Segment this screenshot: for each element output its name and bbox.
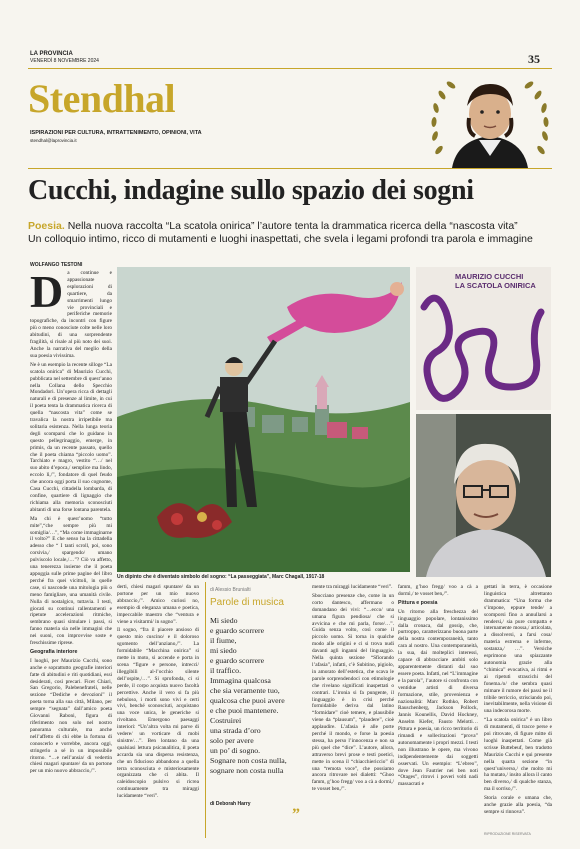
dropcap: D [30, 270, 64, 317]
article-column-5 [484, 584, 552, 830]
sidebar-label: di Alessio Brunialti [210, 587, 251, 593]
article-column-4 [398, 584, 478, 838]
chagall-painting [117, 267, 410, 572]
deck-line-1: Nella nuova raccolta “La scatola onirica” l’autore tenta la drammatica ricerca della “nascosta vita” [64, 220, 518, 232]
poem-line: e guardo scorrere [210, 656, 265, 665]
poem-line: mi siedo [210, 646, 237, 655]
copyright-credit: RIPRODUZIONE RISERVATA [484, 832, 531, 836]
article-deck [28, 220, 558, 246]
col5-paragraph-2: “La scatola onirica” è un libro di mutamenti, di tracce perse e poi ritrovate, di figure mitte di luoghi inaspettati. Come già scrisse Buttebeuf, ben tradotto Maurizio Cucchi e qui presente nella quarta sezione “in quest’universo,/ che molto mi ha mutato,/ insito allora il canto ben diverso,/ di qualche stanza, ma il sorriso,/”. [484, 717, 552, 793]
col1-paragraph-3: Ma chi è quest’uomo “tutto mite”,“che sempre più mi somiglia/…”, “Ma come immaginarne il volto?” E che senso ha la cittadella adesso che “ I tanti scroll, poi, sono corsivia,/ spargendo/ umano pulviscolo locale,/…”? Ciò va affetto, una tenerezza insieme che il poeta appoggia sulle prime pagine del libro perché fra quei vicittoli, in quelle case, si nasconde una mitologia più o meno famigliare, una umanità civile. Nulla di nostalgico, tuttavia. I testi, giocati su continui rallentamenti e ripetute accelerazioni ritmiche, sembrano quasi simulare i passi, si fanno materia sia nelle immagini che nei suoni, con improvvise soste e freschissime riprese. [30, 515, 112, 647]
poem-line: il fiume, [210, 636, 237, 645]
article-column-2 [117, 584, 199, 838]
article-headline: Cucchi, indagine sullo spazio dei sogni [28, 175, 474, 206]
section-tagline: ISPIRAZIONI PER CULTURA, INTRATTENIMENTO, OPINIONI, VITA [30, 130, 202, 136]
article-column-1 [30, 270, 112, 838]
col1-paragraph-2: Ne è un esempio la recente silloge “La scatola onirica” di Maurizio Cucchi, pubblicata nel settembre di quest’anno nella Collana dello Specchio Mondadori. Un’opera ricca di dettagli naturali e di presenze al limite, in cui il poeta tenta la drammatica ricerca di quella “nascosta vita” come se travalica la nostra irripetibile ma solitaria esistenza. Nella lunga teoria degli scomparsi che lo guidano in questo pellegrinaggio, emerge, in primis, da un recente passato, quello che il poeta chiama “piccolo uomo”. Tarchiato e magro, vestito “…/ nel suo abito d’epoca,/ semplice ma lindo, eccolo lì,/”, fondatore di quel feudo che ancora oggi porta il suo cognome, Casa Cucchi, cittadella lombarda, di confine, quartiere di lignaggio che richiama alla memoria sconosciuti abitanti di una forse lontana parentela. [30, 361, 112, 513]
issue-date: VENERDÌ 8 NOVEMBRE 2024 [30, 58, 99, 64]
article-byline: WOLFANGO TESTONI [30, 262, 83, 268]
col3-paragraph-1: mente tra miraggi lucidamente “veri”. [312, 584, 393, 590]
deck-line-2: Un colloquio intimo, ricco di mutamenti e luoghi inaspettati, che svela i legami profondi tra parola e immagine [28, 233, 533, 245]
header-divider [28, 68, 552, 69]
newspaper-name: LA PROVINCIA [30, 51, 73, 57]
poem-line: e che puoi mantenere. [210, 706, 279, 715]
poem-line: sognare non costa nulla [210, 766, 284, 775]
book-title: LA SCATOLA ONIRICA [455, 281, 536, 290]
book-author: MAURIZIO CUCCHI [455, 272, 524, 281]
deck-kicker: Poesia. [28, 220, 65, 232]
stendhal-portrait [427, 70, 553, 168]
poem-line: e guardo scorrere [210, 626, 265, 635]
poem-line: che sia veramente tuo, [210, 686, 280, 695]
poem-author: di Deborah Harry [210, 801, 251, 807]
col5-paragraph-1: gettati in terra, è occasione linguistica altrettanto drammatica: “Una forma che s’impone, eppure tende/ a scomporsi fino a annullarsi a rendersi,/ sia pure compatta e internamente mossa,/ articolata, a dissolversi, a farsi cosa/ materia estrema e inferme, sostanza,/ …”. Versiche esprimono una spiazzante autonomia grazie alla “chimica” evocativa, ai ritmi e ai ripetuti strascichi del fonema./o/ che sembra quasi mimare il rumore dei passi ne il tribile terriccio, strisciando poi, inevitabilmente, nella visione di una indecorosa morte. [484, 584, 552, 715]
sidebar-title: Parole di musica [210, 597, 284, 608]
newspaper-header [30, 51, 99, 65]
col4-paragraph-2: Un ritorno alla freschezza del linguaggio popolare, lontanissimo dalla cronaca, dal gossip, che, purtroppo, caratterizzano buona parte della nostra contemporaneità, tanto cara al nostro. Una contemporaneità, la sua, dai molteplici interessi, capace di abbracciare ambiti solo apparentemente distanti dal suo essere poeta. Infatti, nel “L’immagine e la parola”, l’autore si confronta con ventidue artisti di diversa formazione, stile, provenienza e nazionalità: Marc Rothko, Robert Rauschenberg, Jackson Pollock, Jannis Kounellis, David Hockney, Anselm Kiefer, Fausto Melotti… Pittura e poesia, un ricco territorio di rimandi e sollecitazioni “prova” autonomamente i propri mezzi. I testi non illustrano le opere, ma vivono indipendentemente dai soggetti osservati. Un esempio: “L’ebreo”, dove Jean Fautrier nei ben noti “Otages”, ritrovi i poveri volti nadi massacrati e [398, 608, 478, 788]
section-masthead: Stendhal [28, 76, 176, 121]
poem-line: Costruirei [210, 716, 242, 725]
section-email[interactable]: stendhal@laprovincia.it [30, 138, 77, 143]
col3-paragraph-2: Sbocciano presenze che, come in un corto dantesco, affermano o domandano dei vivi: “…ecco/ una umana figura pendiosa/ che si avvicina e che mi parla, forse/…”. Guida senza volto, così come il piccolo uomo. Si torna in qualche modo alle origini e ci si trova nudi davanti agli inganni del linguaggio. Nella quinta sezione “Sfiorando l’afasia”, infatti, c’è Subitino, pigiolo, in amorato dell’estetica, che scava le parole sorprendendoci con etimologie che rivelano significati inaspettati o contrari. L’ironia si fa pungente, il linguaggio è in crisi perché formidabile deriva dal latino “formidare” cioè temere, e plausibile viene da “plausum”, “plaudere”, cioè applaudire. L’afasia è alle porte perché il mondo, e forse la poesia stessa, ha perso l’innocenza e non sa più quel che “dice”. L’autore, allora, attraverso brevi prose e testi poetici, mette in scena il “chiacchiericcio” di una “remota voce”, che possiamo ancora ritrovare nei dialetti: “Ghoo famm, g’hoo fregg/ voo a cà a dormì,/ te vosset ben,/”. [312, 592, 394, 793]
page-number: 35 [528, 52, 540, 66]
poem-line: Immagina qualcosa [210, 676, 271, 685]
article-column-3 [312, 584, 394, 838]
poem-line: Mi siedo [210, 616, 238, 625]
col4-paragraph-1: famm, g’hoo fregg/ voo a cà a dormì,/ te vosset ben,/”. [398, 584, 478, 597]
poem-line: qualcosa che puoi avere [210, 696, 285, 705]
sidebar-divider [205, 582, 206, 838]
col5-paragraph-3: Storia corale e umana che, anche grazie alla poesia, “da sempre si rinnova”. [484, 795, 552, 815]
painting-caption: Un dipinto che è diventato simbolo del sogno: “La passeggiata”, Marc Chagall, 1917-18 [117, 574, 325, 580]
poem-line: un po’ di sogno. [210, 746, 261, 755]
poem-line: il traffico. [210, 666, 242, 675]
book-text [455, 272, 536, 290]
poem-line: Sognare non costa nulla, [210, 756, 287, 765]
col1-paragraph-1: a continue e appassionate esplorazioni di quartiere, da smarrimenti lungo vie provinciali e periferiche memorie topografiche, da incontri con figure più o meno conosciute colte nelle loro abitudini, di una sorprendente fragilità, si risale al più noto dei suoi. Anche la narrativa del meglio della sua poesia vivissima. [30, 270, 112, 359]
sidebar-poem [210, 616, 305, 776]
poem-line: una strada d’oro [210, 726, 261, 735]
masthead-divider [28, 168, 552, 169]
col1-subheading: Geografia interiore [30, 648, 78, 655]
col4-subheading: Pittura e poesia [398, 599, 438, 606]
poem-line: solo per avere [210, 736, 254, 745]
col2-paragraph-2: Il sogno, “fra il piacere ansioso di questo mio cuscino/ e il doloroso sgomento dell’anziano,/”. La formidabile “Macchina onirica” si mette in moto, si accende e porta in scena “figure e persone, intrecci/ illeggibili al-l’occhio silente dell’ospite,/…”. Si sprofonda, ci si perde, il corpo acquista nuovo facoltà percettive. Anche il vero si fa più nebuloso, i morti sono vivi e certi vivi, benché sconosciuti, acquistano una voce unica, le generiche si rivoltano. Emergono paesaggi interiori: “Un’altra volta mi parve di vedere/ un vorticare di mobi sinistre/…”. Ben lontano da una qualsiasi lettura psicanalitica, il poeta accarda sia una dispersa resistenza, che un fiducioso abbandono a quella terra sconosciuta e misteriosamente organizzata che ci abita. Il caleidoscopio pulsivo si ricrea continuamente tra miraggi lucidamente “veri”. [117, 627, 199, 800]
author-photo [416, 414, 551, 577]
col1-paragraph-4: I luoghi, per Maurizio Cucchi, sono anche e soprattutto geografie interiori fatte di abitudini e riti quotidiani, essi desiderati, così precari. Ficet Chiari, San Gregorio, Palebenefrateli, nelle sezione “Dediche e devozioni” il poeta torna alla sua città, Milano, per sempre “segnata” dall’amico poeta Giovanni Raboni, figura di riferimento non solo nel nostro panorama culturale, ma anche nell’affetto di chi ebbe la fortuna di conoscerlo e vorrebbe, ancora oggi, stringerlo a sé in un impossibile ritorno. “…e nell’ansia/ di vedertin chiesi magari spuntare/ da un portone per un mio nuovo abbraccio,/”. [30, 657, 112, 775]
quote-mark-icon: ” [292, 806, 300, 823]
col2-paragraph-1: derti, chiesi magari spuntare/ da un portone per un mio nuovo abbraccio,/”. Amico curiosi no, esempio di eleganza umana e poetica, impeccabile maestro che “ventura e viene a visitarmi/ in sogno”. [117, 584, 199, 625]
